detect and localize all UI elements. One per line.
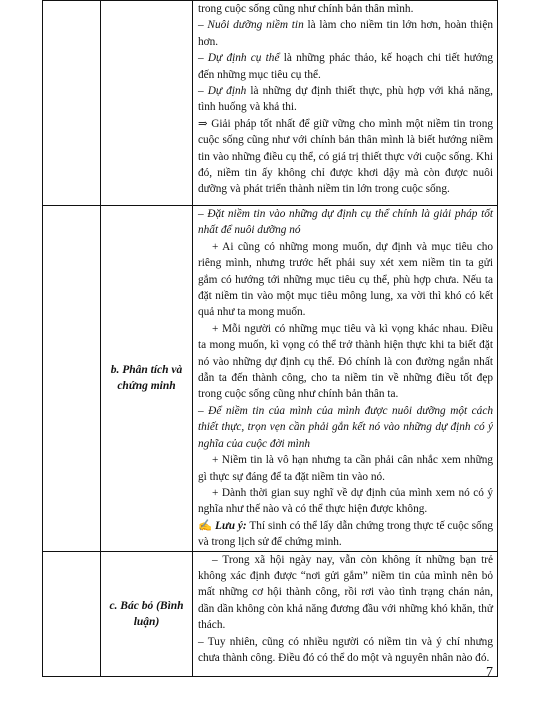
- paragraph: [198, 1, 493, 17]
- paragraph-text: + Dành thời gian suy nghĩ về dự định của mình xem nó có ý nghĩa như thế nào và có thể thực hiện được không.: [198, 486, 493, 516]
- section-label-cell: [101, 206, 193, 552]
- paragraph: [198, 321, 493, 403]
- bullet-prefix: –: [198, 85, 208, 98]
- paragraph-text: trong cuộc sống cũng như chính bản thân mình.: [198, 3, 414, 15]
- bullet-prefix: –: [198, 404, 209, 417]
- bullet-prefix: ⇒: [198, 117, 212, 130]
- term-label: Nuôi dưỡng niềm tin: [207, 19, 304, 32]
- point-heading: Để niềm tin của mình của mình được nuôi dưỡng một cách thiết thực, trọn vẹn cần phải gắn kết nó vào những dự định có ý nghĩa của cuộc đời mình: [198, 404, 493, 450]
- table-row: [43, 1, 498, 206]
- bullet-prefix: –: [198, 52, 208, 65]
- paragraph: [198, 116, 493, 198]
- content-cell: [193, 206, 498, 552]
- paragraph: [198, 239, 493, 321]
- paragraph: [198, 17, 493, 50]
- section-label: b. Phân tích và chứng minh: [110, 364, 183, 393]
- table-row: [43, 551, 498, 676]
- paragraph: [198, 485, 493, 518]
- term-label: Dự định cụ thể: [207, 52, 280, 65]
- paragraph: [198, 634, 493, 667]
- section-label-cell: [101, 551, 193, 676]
- blank-cell: [43, 551, 101, 676]
- paragraph-text: + Niềm tin là vô hạn nhưng ta cần phải cân nhắc xem những gì thực sự đáng để ta đặt niềm tin vào nó.: [198, 454, 493, 483]
- paragraph: [198, 206, 493, 239]
- paragraph: [198, 518, 493, 551]
- paragraph-text: + Mỗi người có những mục tiêu và kì vọng khác nhau. Điều ta mong muốn, kì vọng có thể trở thành hiện thực khi ta biết đặt nó vào những dự định cụ thể. Đó chính là con đường ngắn nhất dẫn ta đến thành công, cho ta niềm tin về những điều tốt đẹp trong cuộc sống cũng như chính bản thân ta.: [198, 322, 493, 401]
- blank-cell: [43, 206, 101, 552]
- blank-cell: [43, 1, 101, 206]
- paragraph-text: là những phác thảo, kế hoạch chi tiết hướng đến những mục tiêu cụ thể.: [198, 52, 494, 81]
- page-number: 7: [486, 665, 493, 680]
- paragraph: [198, 50, 493, 83]
- bullet-prefix: –: [198, 19, 208, 32]
- bullet-prefix: –: [198, 208, 208, 220]
- note-label: Lưu ý:: [215, 519, 247, 532]
- point-heading: Đặt niềm tin vào những dự định cụ thể chính là giải pháp tốt nhất để nuôi dưỡng nó: [198, 208, 493, 237]
- section-label-cell: [101, 1, 193, 206]
- paragraph: [198, 552, 493, 634]
- paragraph: [198, 83, 493, 116]
- bullet-prefix: –: [198, 635, 208, 648]
- content-cell: [193, 551, 498, 676]
- paragraph-text: Thí sinh có thể lấy dẫn chứng trong thực tế cuộc sống và trong lịch sử để chứng minh.: [198, 519, 493, 549]
- bullet-prefix: ✍: [198, 519, 216, 532]
- term-label: Dự định: [207, 85, 247, 98]
- paragraph: [198, 403, 493, 452]
- paragraph-text: là những dự định thiết thực, phù hợp với khả năng, tình huống và khả thi.: [198, 85, 493, 114]
- table-row: [43, 206, 498, 552]
- section-label: c. Bác bỏ (Bình luận): [109, 599, 184, 628]
- paragraph: [198, 452, 493, 485]
- paragraph-text: Giải pháp tốt nhất để giữ vững cho mình một niềm tin trong cuộc sống cũng như với chính bản thân mình là biết hướng niềm tin vào những điều cụ thể, có giá trị thiết thực với cuộc sống. Khi đó, niềm tin ấy không chỉ được khơi dậy mà còn được nuôi dưỡng và phát triển thành niềm tin lớn trong cuộc sống.: [198, 117, 493, 196]
- paragraph-text: – Trong xã hội ngày nay, vẫn còn không ít những bạn trẻ không xác định được “nơi gửi gắm” niềm tin của mình nên bỏ mất những cơ hội thành công, rồi rơi vào tình trạng chán nản, dần dần không còn khả năng đương đầu với những khó khăn, thử thách.: [198, 553, 493, 632]
- outline-table: [42, 0, 498, 677]
- paragraph-text: là làm cho niềm tin lớn hơn, hoàn thiện hơn.: [198, 19, 493, 48]
- paragraph-text: Tuy nhiên, cũng có nhiều người có niềm tin và ý chí nhưng chưa thành công. Điều đó có thể do một và nguyên nhân nào đó.: [198, 635, 493, 664]
- content-cell: [193, 1, 498, 206]
- paragraph-text: + Ai cũng có những mong muốn, dự định và mục tiêu cho riêng mình, nhưng trước hết phải suy xét xem niềm tin ta gửi gắm có hướng tới những mục tiêu cụ thể, phù hợp chưa. Nếu ta đặt niềm tin vào một mục tiêu mông lung, xa vời thì khó có kết quả như ta mong muốn.: [198, 240, 493, 319]
